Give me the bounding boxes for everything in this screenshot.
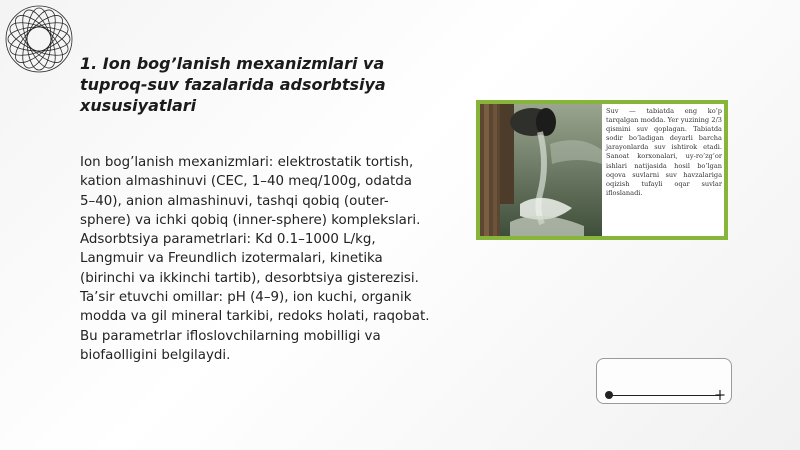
rosette-ornament-icon [4,4,74,74]
figure-card [476,100,728,240]
slider-track[interactable] [609,395,721,396]
slide-body-text: Ion bog’lanish mexanizmlari: elektrostatik tortish, kation almashinuvi (CEC, 1–40 meq/100g, odatda 5–40), anion almashinuvi, tashqi qobiq (outer-sphere) va ichki qobiq (inner-sphere) komplekslari. Adsorbtsiya parametrlari: Kd 0.1–1000 L/kg, Langmuir va Freundlich izotermalari, kinetika (birinchi va ikkinchi tartib), desorbtsiya gisterezisi. Ta’sir etuvchi omillar: pH (4–9), ion kuchi, organik modda va gil mineral tarkibi, redoks holati, raqobat. Bu parametrlar ifloslovchilarning mobilligi va biofaolligini belgilaydi. [80,155,430,363]
figure-caption: Suv — tabiatda eng ko’p tarqalgan modda. Yer yuzining 2/3 qismini suv qoplagan. Tabiatda sodir bo’ladigan deyarli barcha jarayonlarda suv ishtirok etadi. Sanoat korxonalari, uy-ro’zg’or ishlari natijasida hosil bo’lgan oqova suvlarni suv havzalariga oqizish tufayli oqar suvlar ifloslanadi. [606,107,722,197]
plus-icon[interactable] [715,389,725,401]
figure-inner [480,104,724,236]
slide-title: 1. Ion bog’lanish mexanizmlari va tuproq-suv fazalarida adsorbtsiya xususiyatlari [80,54,386,115]
media-slider-card [596,358,732,404]
wastewater-pipe-image [480,104,602,236]
slider-handle[interactable] [605,391,613,399]
